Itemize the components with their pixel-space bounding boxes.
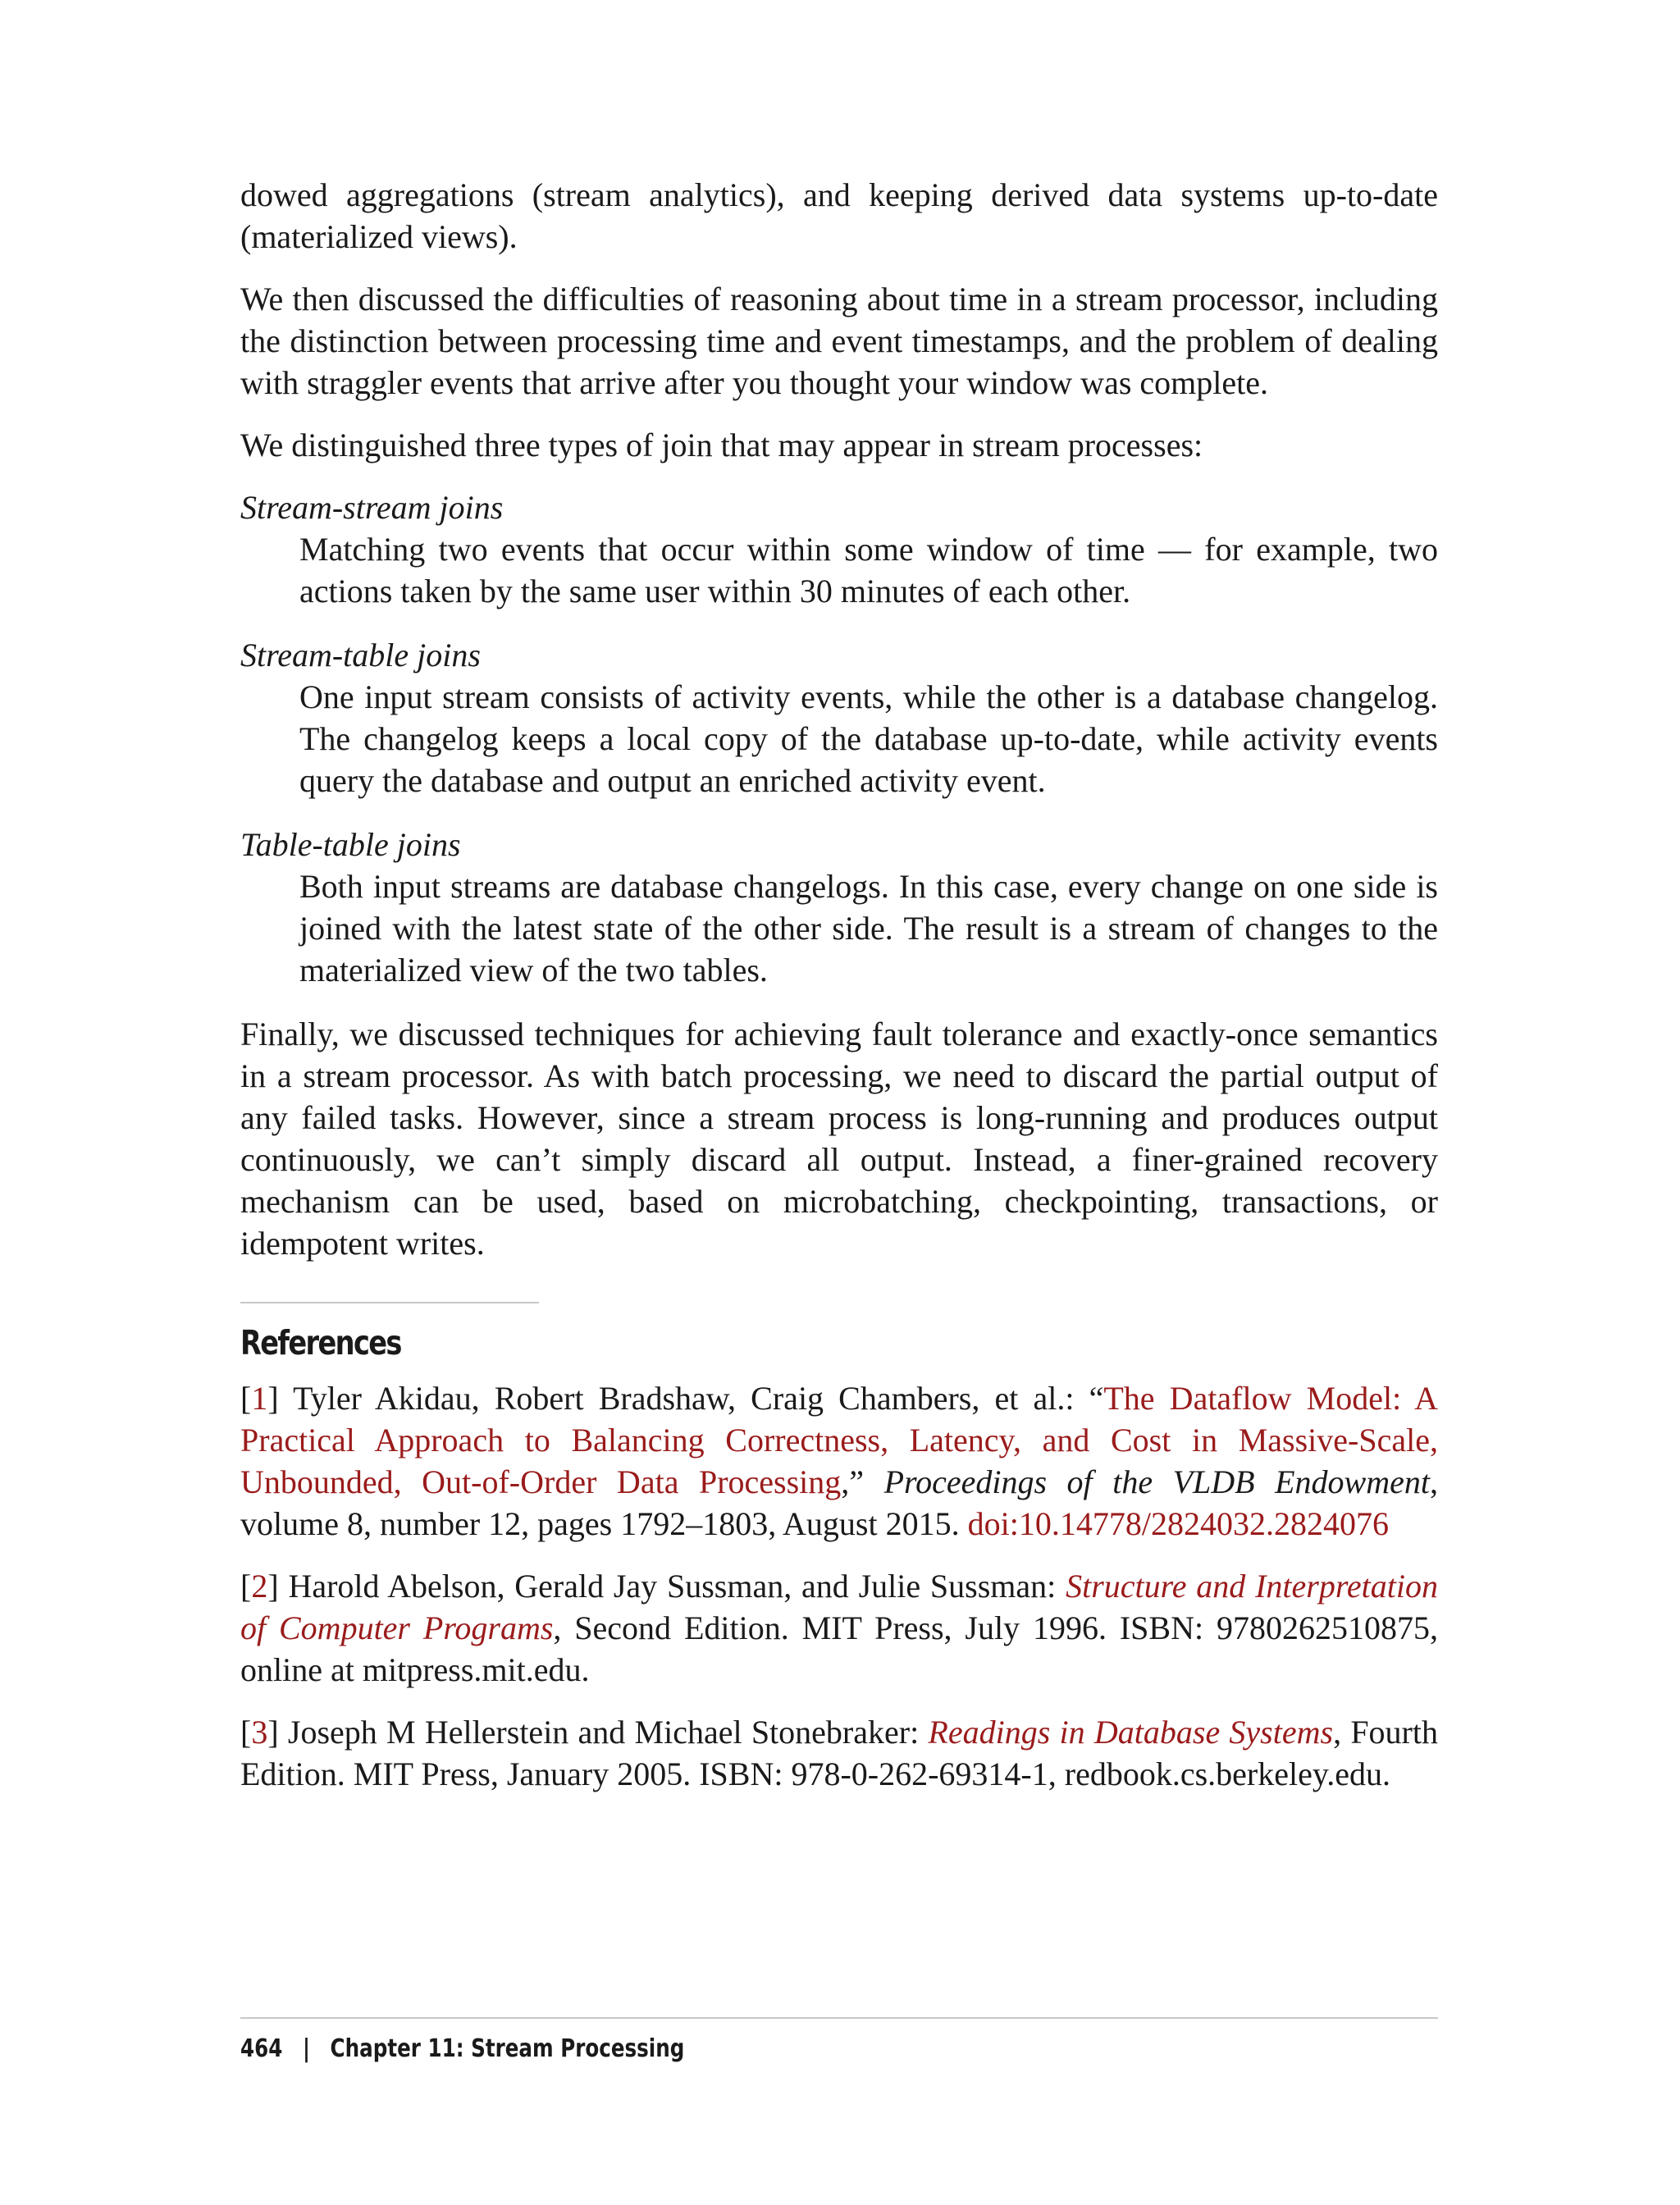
reference-title-link[interactable]: Structure and Interpretation of Computer Programs	[240, 1568, 1439, 1646]
body-paragraph: Finally, we discussed techniques for achieving fault tolerance and exactly-once semantics in a stream processor. As with batch processing, we need to discard the partial output of any failed tasks. However, since a stream process is long-running and produces output continuously, we can’t simply discard all output. Instead, a finer-grained recovery mechanism can be used, based on microbatching, checkpointing, transactions, or idempotent writes.	[240, 1016, 1438, 1262]
join-item	[240, 634, 1438, 801]
join-definition: One input stream consists of activity events, while the other is a database changelog. The changelog keeps a local copy of the database up-to-date, while activity events query the database and output an enriched activity event.	[299, 678, 1438, 799]
page-content	[240, 174, 1438, 1815]
body-paragraph: dowed aggregations (stream analytics), and keeping derived data systems up-to-date (materialized views).	[240, 176, 1438, 255]
reference-number-link[interactable]: 2	[251, 1568, 268, 1605]
footer-separator: |	[302, 2034, 310, 2063]
reference-details: , Second Edition. MIT Press, July 1996. ISBN: 9780262510875, online at mitpress.mit.edu.	[240, 1609, 1438, 1688]
reference-item: [1] Tyler Akidau, Robert Bradshaw, Craig Chambers, et al.: “The Dataflow Model: A Practical Approach to Balancing Correctness, Latency, and Cost in Massive-Scale, Unbounded, Out-of-Order Data Processing,” Proceedings of the VLDB Endowment, volume 8, number 12, pages 1792–1803, August 2015. doi:10.14778/2824032.2824076	[240, 1380, 1438, 1542]
join-term: Stream-table joins	[240, 637, 481, 673]
reference-venue: Proceedings of the VLDB Endowment	[883, 1463, 1430, 1500]
reference-authors: Tyler Akidau, Robert Bradshaw, Craig Chambers, et al.: “	[293, 1380, 1104, 1417]
reference-doi-link[interactable]: doi:10.14778/2824032.2824076	[967, 1505, 1389, 1542]
reference-authors: Joseph M Hellerstein and Michael Stonebraker:	[287, 1714, 929, 1751]
reference-details: , Fourth Edition. MIT Press, January 2005. ISBN: 978-0-262-69314-1, redbook.cs.berkeley.edu.	[240, 1714, 1438, 1792]
reference-authors: Harold Abelson, Gerald Jay Sussman, and Julie Sussman:	[288, 1568, 1066, 1605]
reference-title-link[interactable]: Readings in Database Systems	[928, 1714, 1334, 1751]
footer-divider	[240, 2017, 1438, 2019]
reference-item: [3] Joseph M Hellerstein and Michael Stonebraker: Readings in Database Systems, Fourth Edition. MIT Press, January 2005. ISBN: 978-0-262-69314-1, redbook.cs.berkeley.edu.	[240, 1714, 1438, 1792]
page-footer	[240, 2033, 684, 2066]
page-number: 464	[240, 2034, 283, 2063]
join-item	[240, 486, 1438, 612]
section-divider	[240, 1302, 539, 1303]
reference-punctuation: ,”	[841, 1463, 884, 1500]
join-term: Table-table joins	[240, 826, 461, 863]
chapter-title: Chapter 11: Stream Processing	[330, 2034, 685, 2063]
join-definition: Matching two events that occur within some window of time — for example, two actions taken by the same user within 30 minutes of each other.	[299, 531, 1438, 609]
reference-item: [2] Harold Abelson, Gerald Jay Sussman, and Julie Sussman: Structure and Interpretation of Computer Programs, Second Edition. MIT Press, July 1996. ISBN: 9780262510875, online at mitpress.mit.edu.	[240, 1568, 1439, 1688]
reference-number-link[interactable]: 1	[251, 1380, 268, 1417]
join-item	[240, 824, 1438, 991]
reference-number-link[interactable]: 3	[251, 1714, 268, 1751]
reference-details: , volume 8, number 12, pages 1792–1803, August 2015.	[240, 1463, 1438, 1542]
references-heading: References	[240, 1323, 401, 1363]
join-term: Stream-stream joins	[240, 489, 504, 526]
join-definition: Both input streams are database changelogs. In this case, every change on one side is joined with the latest state of the other side. The result is a stream of changes to the materialized view of the two tables.	[299, 868, 1438, 988]
body-paragraph: We distinguished three types of join that may appear in stream processes:	[240, 427, 1203, 463]
body-paragraph: We then discussed the difficulties of reasoning about time in a stream processor, including the distinction between processing time and event timestamps, and the problem of dealing with straggler events that arrive after you thought your window was complete.	[240, 281, 1438, 401]
join-types-list	[240, 486, 1438, 991]
reference-title-link[interactable]: The Dataflow Model: A Practical Approach to Balancing Correctness, Latency, and Cost in Massive-Scale, Unbounded, Out-of-Order Data Processing	[240, 1380, 1438, 1500]
